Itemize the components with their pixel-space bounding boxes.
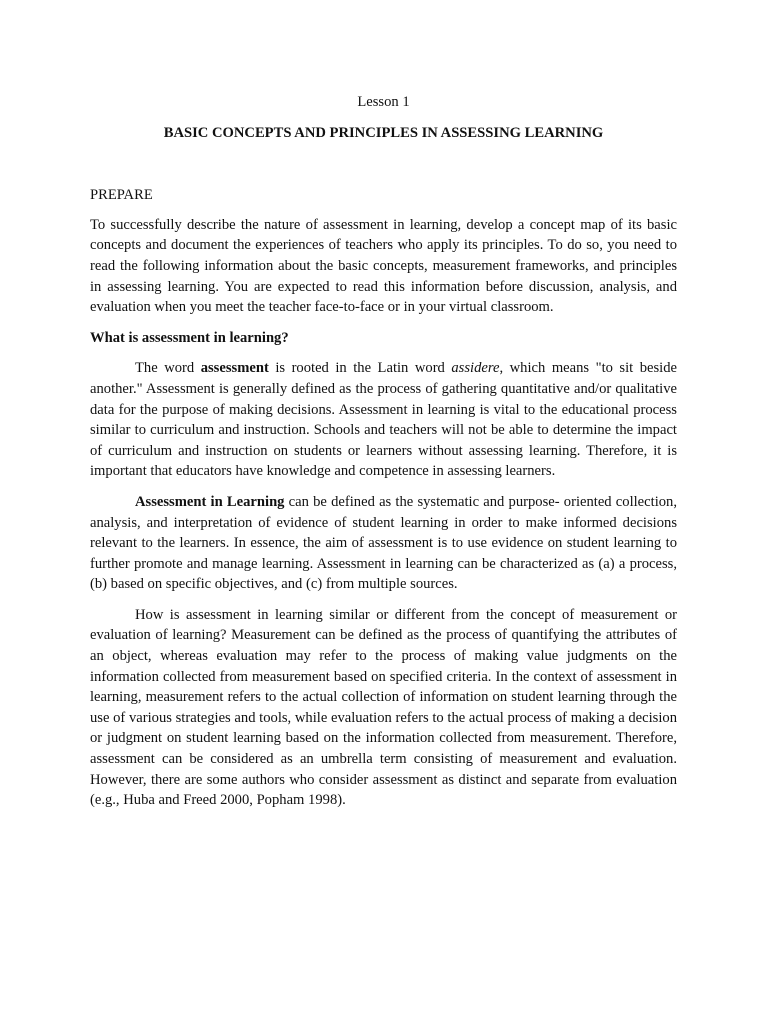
para1-rest-text: , which means "to sit beside another." Assessment is generally defined as the process of gathering quantitative and/or qualitative data for the purpose of making decisions. Assessment in learning is vital to the educational process similar to curriculum and instruction. Schools and teachers will not be able to determine the impact of curriculum and instruction on students or learners without assessing learning. Therefore, it is important that educators have knowledge and competence in assessing learners. <box>90 360 678 480</box>
assessment-in-learning-paragraph <box>90 492 677 595</box>
section-question-heading: What is assessment in learning? <box>90 329 289 346</box>
assessment-in-learning-term: Assessment in Learning <box>135 493 285 510</box>
document-page <box>90 92 677 811</box>
lesson-number: Lesson 1 <box>357 94 410 110</box>
lesson-title: BASIC CONCEPTS AND PRINCIPLES IN ASSESSING LEARNING <box>163 124 604 141</box>
measurement-evaluation-paragraph: How is assessment in learning similar or different from the concept of measurement or evaluation of learning? Measurement can be defined as the process of quantifying the attributes of an object, whereas evaluation may refer to the process of making value judgments on the information collected from measurement based on specified criteria. In the context of assessment in learning, measurement refers to the actual collection of information on student learning through the use of various strategies and tools, while evaluation refers to the actual process of making a decision or judgment on student learning based on the information collected from measurement. Therefore, assessment can be considered as an umbrella term consisting of measurement and evaluation. However, there are some authors who consider assessment as distinct and separate from evaluation (e.g., Huba and Freed 2000, Popham 1998). <box>90 606 677 809</box>
assessment-term: assessment <box>200 360 269 377</box>
para2-rest-text: can be defined as the systematic and purpose- oriented collection, analysis, and interpretation of evidence of student learning in order to make informed decisions relevant to the learners. In essence, the aim of assessment is to use evidence on student learning to further promote and manage learning. Assessment in learning can be characterized as (a) a process, (b) based on specific objectives, and (c) from multiple sources. <box>90 493 677 593</box>
prepare-heading: PREPARE <box>90 187 153 204</box>
para1-lead-text: The word <box>135 360 201 377</box>
assessment-etymology-paragraph <box>90 358 677 482</box>
para1-mid-text: is rooted in the Latin word <box>268 360 452 377</box>
latin-word: assidere <box>451 360 500 377</box>
prepare-intro-paragraph: To successfully describe the nature of assessment in learning, develop a concept map of its basic concepts and document the experiences of teachers who apply its principles. To do so, you need to read the following information about the basic concepts, measurement frameworks, and principles in assessing learning. You are expected to read this information before discussion, analysis, and evaluation when you meet the teacher face-to-face or in your virtual classroom. <box>90 216 677 316</box>
